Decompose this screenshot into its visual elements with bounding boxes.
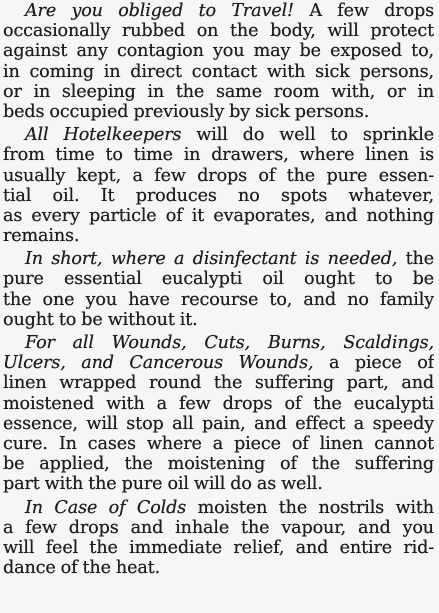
- text-line: occasionally rubbed on the body, will protect: [3, 21, 434, 42]
- paragraph-wounds: [3, 333, 434, 495]
- paragraph-lead: For all Wounds, Cuts, Burns, Scaldings,: [25, 333, 434, 353]
- paragraph-colds: [3, 498, 434, 579]
- text-line: ought to be without it.: [3, 309, 198, 330]
- paragraph-lead-continued: Ulcers, and Cancerous Wounds,: [3, 353, 314, 374]
- text-line: [3, 125, 434, 145]
- paragraph-hotelkeepers: [3, 125, 434, 246]
- text-line: [3, 1, 434, 21]
- paragraph-travel: [3, 1, 434, 122]
- text-line: [3, 353, 434, 373]
- paragraph-lead: In short, where a disinfectant is needed,: [25, 249, 398, 270]
- text-line: [3, 249, 434, 269]
- text-line-part: moisten the nostrils with: [186, 497, 434, 518]
- text-line: essence, will stop all pain, and effect a speedy: [3, 413, 434, 434]
- text-line: cure. In cases where a piece of linen cannot: [3, 433, 434, 454]
- text-line: in coming in direct contact with sick persons,: [3, 61, 434, 82]
- text-line: a few drops and inhale the vapour, and you: [3, 517, 434, 538]
- text-line: linen wrapped round the suffering part, and: [3, 373, 434, 394]
- text-line: dance of the heat.: [3, 558, 161, 579]
- text-line: or in sleeping in the same room with, or in: [3, 81, 434, 102]
- text-line-part: a piece of: [313, 353, 434, 374]
- text-line: the one you have recourse to, and no family: [3, 289, 434, 310]
- text-line: as every particle of it evaporates, and nothing: [3, 205, 434, 226]
- text-line: pure essential eucalypti oil ought to be: [3, 269, 434, 290]
- text-line-part: A few drops: [293, 1, 434, 21]
- paragraph-disinfectant: [3, 249, 434, 330]
- text-line: be applied, the moistening of the suffering: [3, 454, 434, 475]
- text-line: against any contagion you may be exposed to,: [3, 41, 434, 62]
- text-line: will feel the immediate relief, and entire rid-: [3, 537, 434, 558]
- text-line: tial oil. It produces no spots whatever,: [3, 185, 434, 206]
- paragraph-lead: In Case of Colds: [25, 497, 187, 518]
- text-line: [3, 498, 434, 518]
- text-line-part: the: [397, 249, 434, 270]
- text-line: usually kept, a few drops of the pure essen-: [3, 165, 434, 186]
- paragraph-lead: Are you obliged to Travel!: [25, 1, 294, 21]
- paragraph-lead: All Hotelkeepers: [25, 125, 182, 146]
- text-line: moistened with a few drops of the eucalypti: [3, 393, 434, 414]
- text-line: from time to time in drawers, where linen is: [3, 145, 434, 166]
- text-line: part with the pure oil will do as well.: [3, 474, 323, 495]
- text-line: [3, 333, 434, 353]
- text-line-part: will do well to sprinkle: [181, 125, 434, 146]
- text-line: remains.: [3, 226, 80, 247]
- text-line: beds occupied previously by sick persons.: [3, 101, 370, 122]
